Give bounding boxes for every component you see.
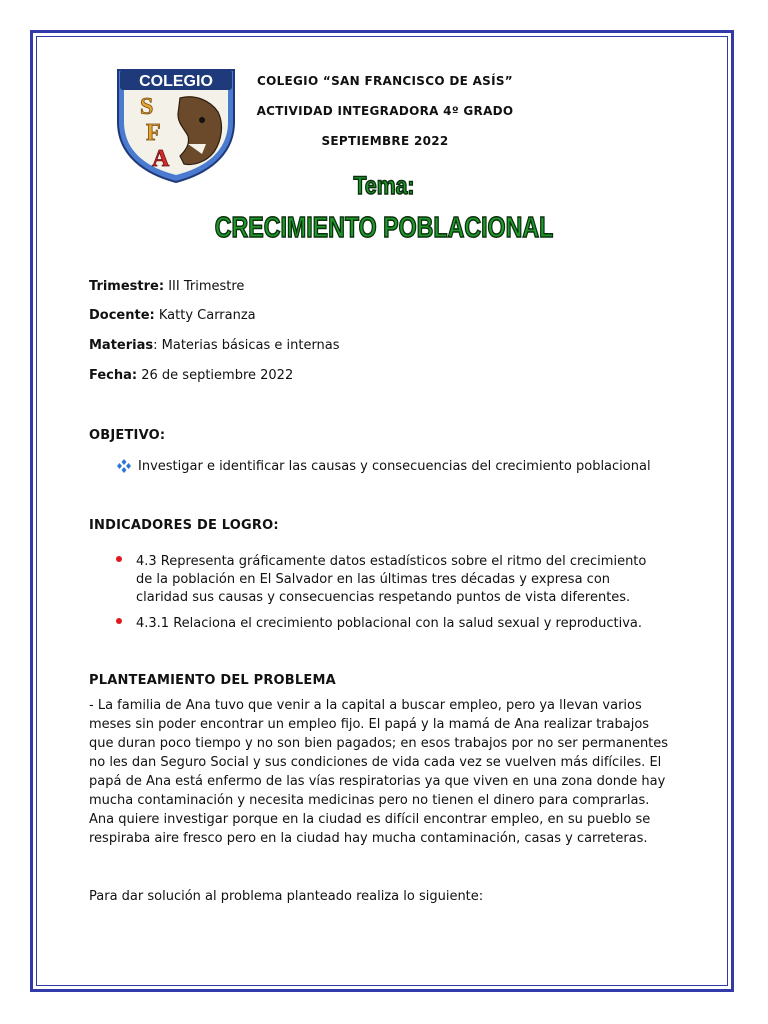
field-docente xyxy=(89,308,256,323)
diamond-bullet-icon xyxy=(116,459,132,473)
objetivo-item: Investigar e identificar las causas y consecuencias del crecimiento poblacional xyxy=(138,459,651,474)
field-trimestre-value: III Trimestre xyxy=(164,279,245,294)
planteamiento-title: PLANTEAMIENTO DEL PROBLEMA xyxy=(89,673,336,688)
school-name: COLEGIO “SAN FRANCISCO DE ASÍS” xyxy=(256,74,513,88)
logo-letter-a: A xyxy=(152,146,170,172)
field-fecha-value: 26 de septiembre 2022 xyxy=(137,368,294,383)
header-date: SEPTIEMBRE 2022 xyxy=(321,134,449,148)
objetivo-title: OBJETIVO: xyxy=(89,428,166,443)
activity-title: ACTIVIDAD INTEGRADORA 4º GRADO xyxy=(256,104,514,118)
logo-text: COLEGIO xyxy=(139,73,213,90)
planteamiento-text: - La familia de Ana tuvo que venir a la capital a buscar empleo, pero ya llevan varios meses sin poder encontrar un empleo fijo. El papá y la mamá de Ana realizar trabajos que duran poco tiempo y no son bien pagados; en esos trabajos por no ser permanentes no les dan Seguro Social y sus condiciones de vida cada vez se vuelven más difíciles. El papá de Ana está enfermo de las vías respiratorias ya que viven en una zona donde hay mucha contaminación y necesita medicinas pero no tienen el dinero para comprarlas. Ana quiere investigar porque en la ciudad es difícil encontrar empleo, en su pueblo se respiraba aire fresco pero en la ciudad hay mucha contaminación, casas y carreteras. xyxy=(89,698,669,846)
field-trimestre-label: Trimestre: xyxy=(89,279,165,294)
field-fecha-label: Fecha: xyxy=(89,368,138,383)
field-docente-value: Katty Carranza xyxy=(154,308,256,323)
indicador-item-1: 4.3 Representa gráficamente datos estadísticos sobre el ritmo del crecimiento de la población en El Salvador en las últimas tres décadas y expresa con claridad sus causas y consecuencias respetando puntos de vista diferentes. xyxy=(136,554,647,605)
logo-letter-s: S xyxy=(140,94,154,120)
field-fecha xyxy=(89,368,293,383)
tema-label: Tema: xyxy=(353,172,415,200)
field-materias-label: Materias xyxy=(89,338,154,353)
indicadores-title: INDICADORES DE LOGRO: xyxy=(89,518,279,533)
field-trimestre xyxy=(89,279,244,294)
red-bullet-icon xyxy=(116,618,122,624)
school-crest-logo xyxy=(114,64,238,184)
field-docente-label: Docente: xyxy=(89,308,155,323)
field-materias-value: : Materias básicas e internas xyxy=(153,338,340,353)
red-bullet-icon xyxy=(116,556,122,562)
indicador-item-2: 4.3.1 Relaciona el crecimiento poblacional con la salud sexual y reproductiva. xyxy=(136,616,643,631)
tema-title: CRECIMIENTO POBLACIONAL xyxy=(214,212,554,244)
field-materias xyxy=(89,338,340,353)
planteamiento-closing: Para dar solución al problema planteado realiza lo siguiente: xyxy=(89,889,484,904)
logo-letter-f: F xyxy=(146,120,161,146)
